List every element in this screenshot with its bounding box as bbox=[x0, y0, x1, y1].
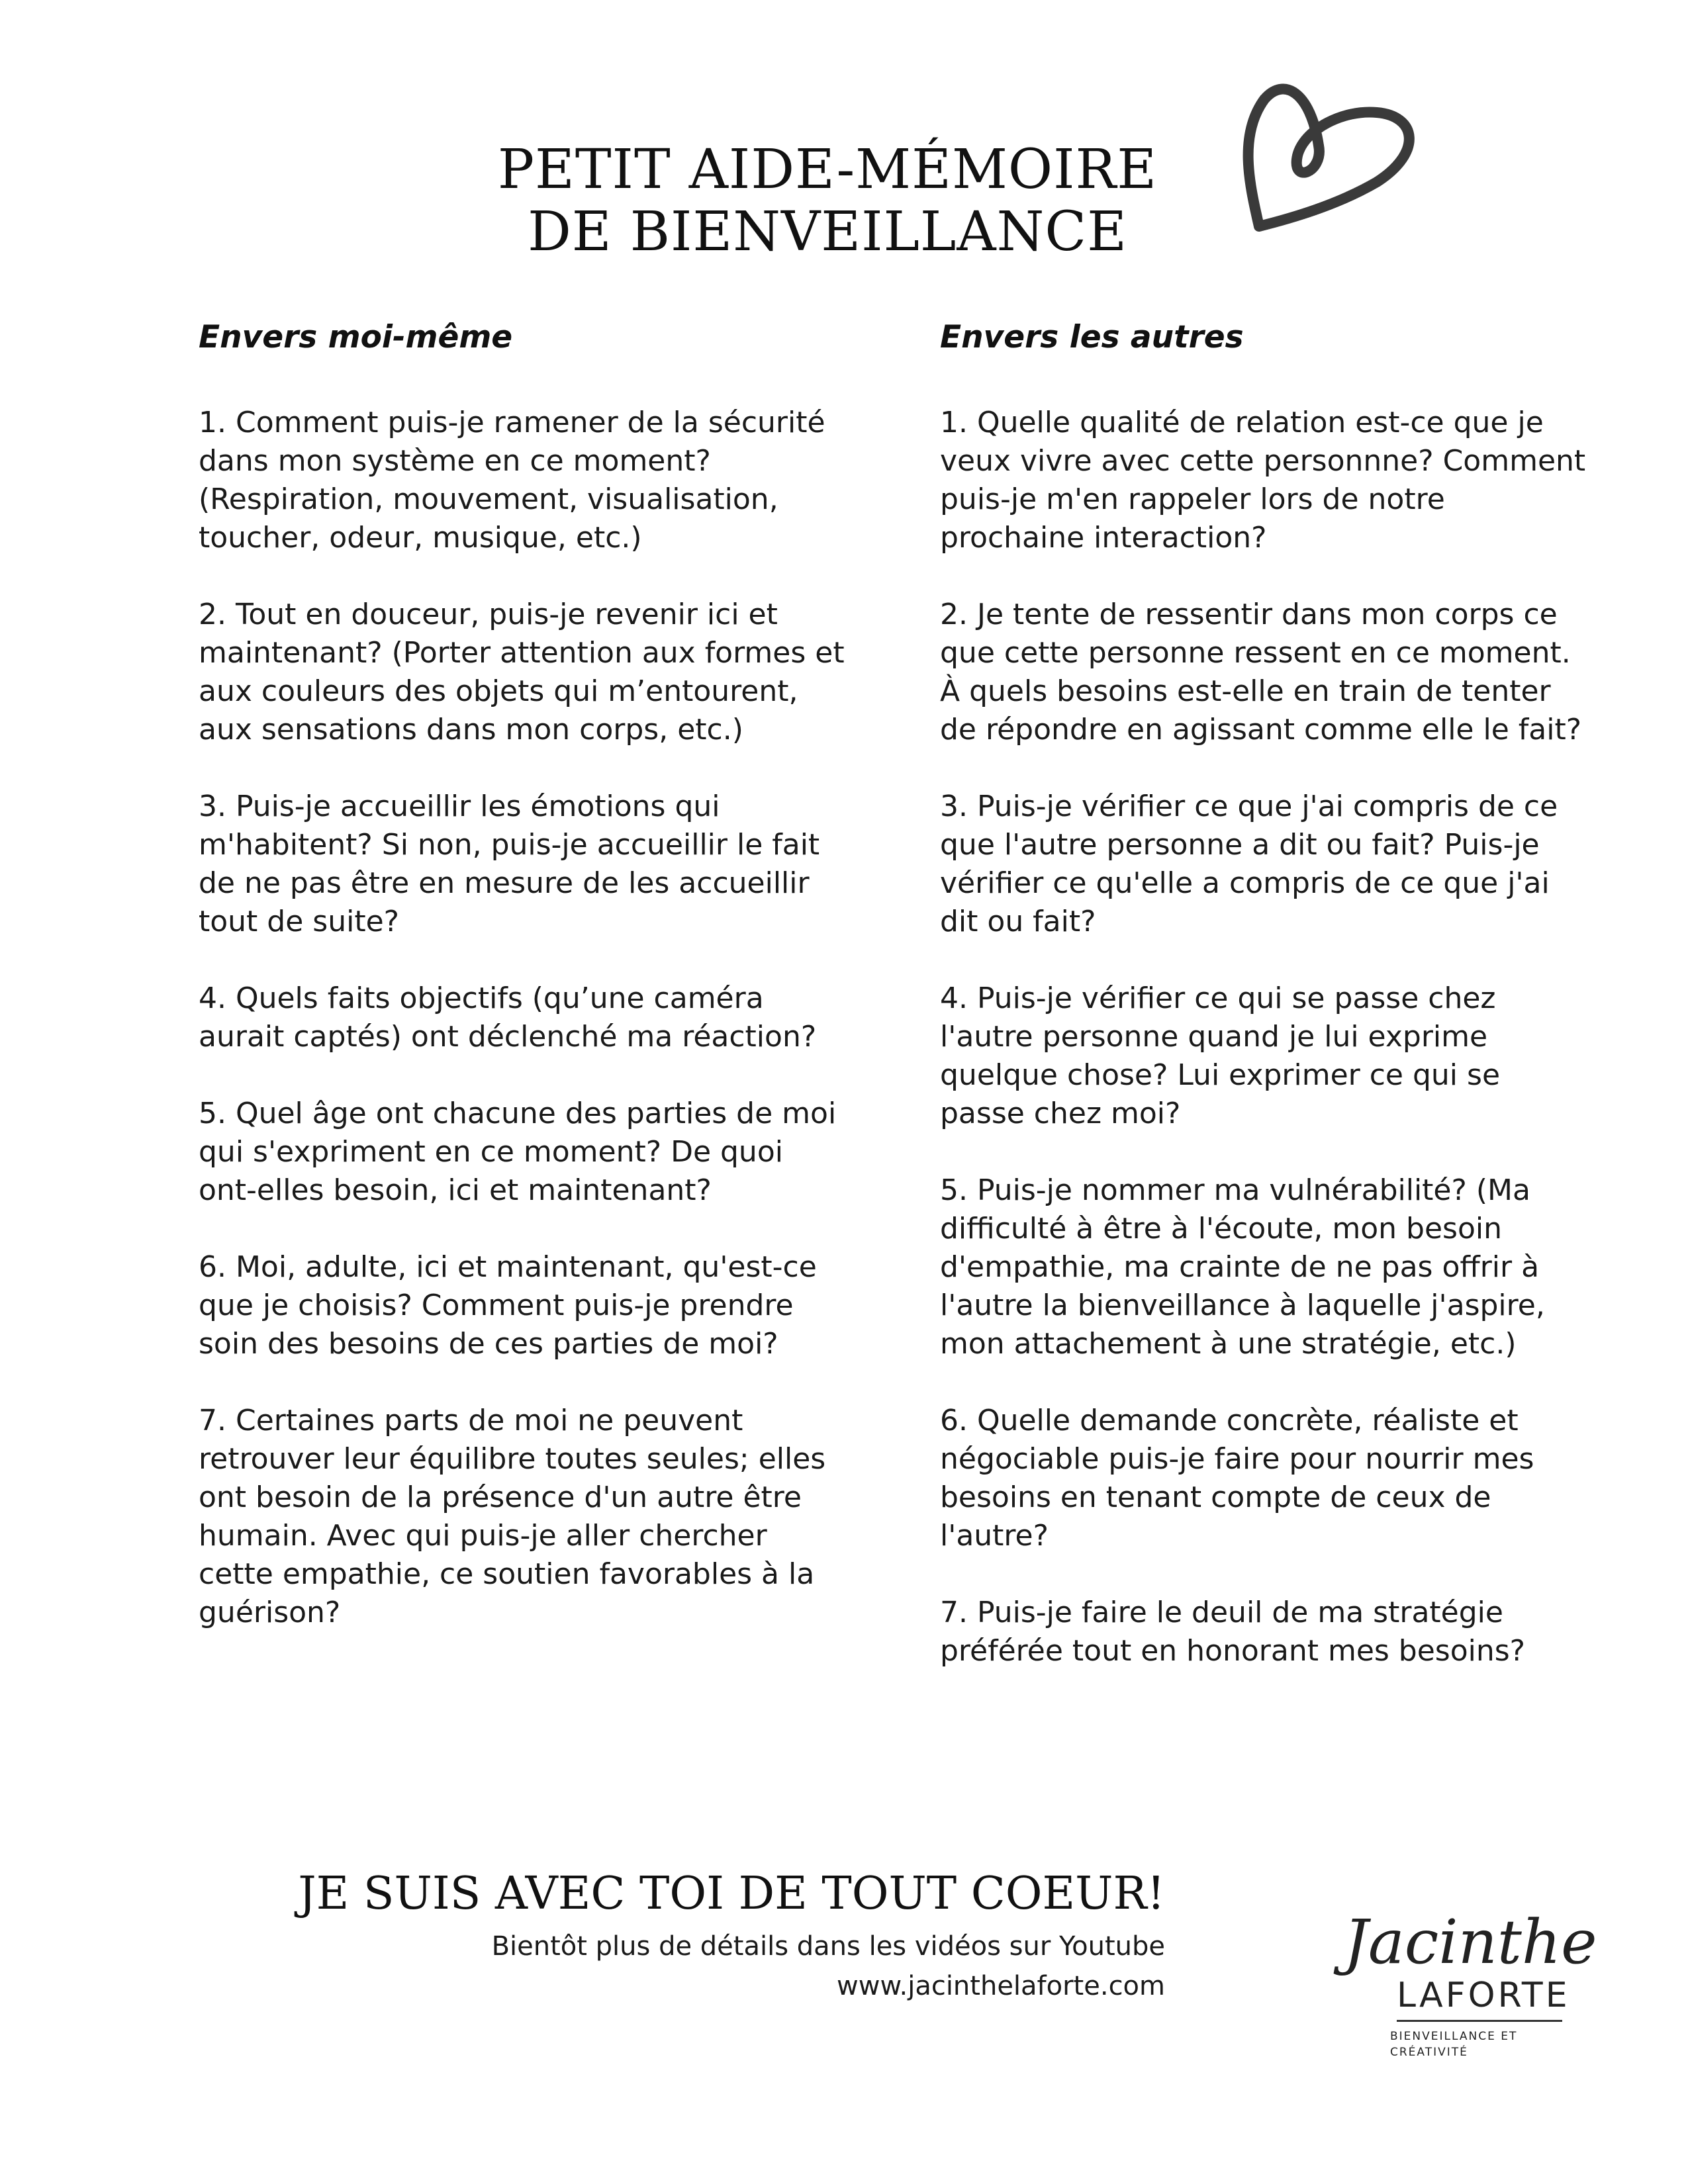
logo-surname: LAFORTE bbox=[1397, 1976, 1570, 2015]
page-title bbox=[397, 139, 1258, 263]
logo-tagline: BIENVEILLANCE ET CRÉATIVITÉ bbox=[1390, 2030, 1518, 2059]
title-line-1: PETIT AIDE-MÉMOIRE bbox=[497, 138, 1158, 201]
right-item-4: 4. Puis-je vérifier ce qui se passe chez l'autre personne quand je lui exprime quelque chose? Lui exprimer ce qui se passe chez moi? bbox=[940, 981, 1501, 1130]
left-item-1: 1. Comment puis-je ramener de la sécurité dans mon système en ce moment? (Respiration, mouvement, visualisation, toucher, odeur, musique, etc.) bbox=[199, 406, 825, 555]
heart-icon bbox=[1218, 73, 1430, 245]
logo-divider bbox=[1397, 2020, 1562, 2022]
left-item-7: 7. Certaines parts de moi ne peuvent retrouver leur équilibre toutes seules; elles ont besoin de la présence d'un autre être humain. Avec qui puis-je aller chercher cette empathie, ce soutien favorables à la guérison? bbox=[199, 1404, 826, 1629]
left-item-6: 6. Moi, adulte, ici et maintenant, qu'est-ce que je choisis? Comment puis-je prendre soin des besoins de ces parties de moi? bbox=[199, 1250, 817, 1361]
left-item-2: 2. Tout en douceur, puis-je revenir ici et maintenant? (Porter attention aux formes et aux couleurs des objets qui m’entourent, aux sensations dans mon corps, etc.) bbox=[199, 598, 845, 747]
footer-slogan: JE SUIS AVEC TOI DE TOUT COEUR! bbox=[298, 1868, 1165, 1920]
brand-logo bbox=[1317, 1906, 1597, 2059]
left-item-5: 5. Quel âge ont chacune des parties de moi qui s'expriment en ce moment? De quoi ont-elles besoin, ici et maintenant? bbox=[199, 1097, 837, 1207]
right-item-1: 1. Quelle qualité de relation est-ce que je veux vivre avec cette personnne? Comment puis-je m'en rappeler lors de notre prochaine interaction? bbox=[940, 406, 1586, 555]
footer-youtube-note: Bientôt plus de détails dans les vidéos sur Youtube bbox=[491, 1931, 1165, 1962]
footer-website-link[interactable]: www.jacinthelaforte.com bbox=[837, 1971, 1165, 2001]
left-column-heading: Envers moi-même bbox=[199, 319, 513, 355]
right-item-7: 7. Puis-je faire le deuil de ma stratégie préférée tout en honorant mes besoins? bbox=[940, 1596, 1526, 1668]
right-column bbox=[940, 318, 1589, 1709]
left-item-4: 4. Quels faits objectifs (qu’une caméra aurait captés) ont déclenché ma réaction? bbox=[199, 981, 817, 1054]
logo-script-name: Jacinthe bbox=[1344, 1907, 1597, 1978]
right-item-6: 6. Quelle demande concrète, réaliste et négociable puis-je faire pour nourrir mes besoins en tenant compte de ceux de l'autre? bbox=[940, 1404, 1534, 1553]
right-item-5: 5. Puis-je nommer ma vulnérabilité? (Ma difficulté à être à l'écoute, mon besoin d'empathie, ma crainte de ne pas offrir à l'autre la bienveillance à laquelle j'aspire, mon attachement à une stratégie, etc.) bbox=[940, 1173, 1545, 1361]
right-item-3: 3. Puis-je vérifier ce que j'ai compris de ce que l'autre personne a dit ou fait? Puis-je vérifier ce qu'elle a compris de ce que j'ai dit ou fait? bbox=[940, 790, 1558, 938]
left-column bbox=[199, 318, 847, 1670]
title-line-2: DE BIENVEILLANCE bbox=[528, 201, 1127, 263]
right-item-2: 2. Je tente de ressentir dans mon corps ce que cette personne ressent en ce moment. À quels besoins est-elle en train de tenter de répondre en agissant comme elle le fait? bbox=[940, 598, 1582, 747]
right-column-heading: Envers les autres bbox=[940, 319, 1244, 355]
left-item-3: 3. Puis-je accueillir les émotions qui m'habitent? Si non, puis-je accueillir le fait de ne pas être en mesure de les accueillir tout de suite? bbox=[199, 790, 820, 938]
